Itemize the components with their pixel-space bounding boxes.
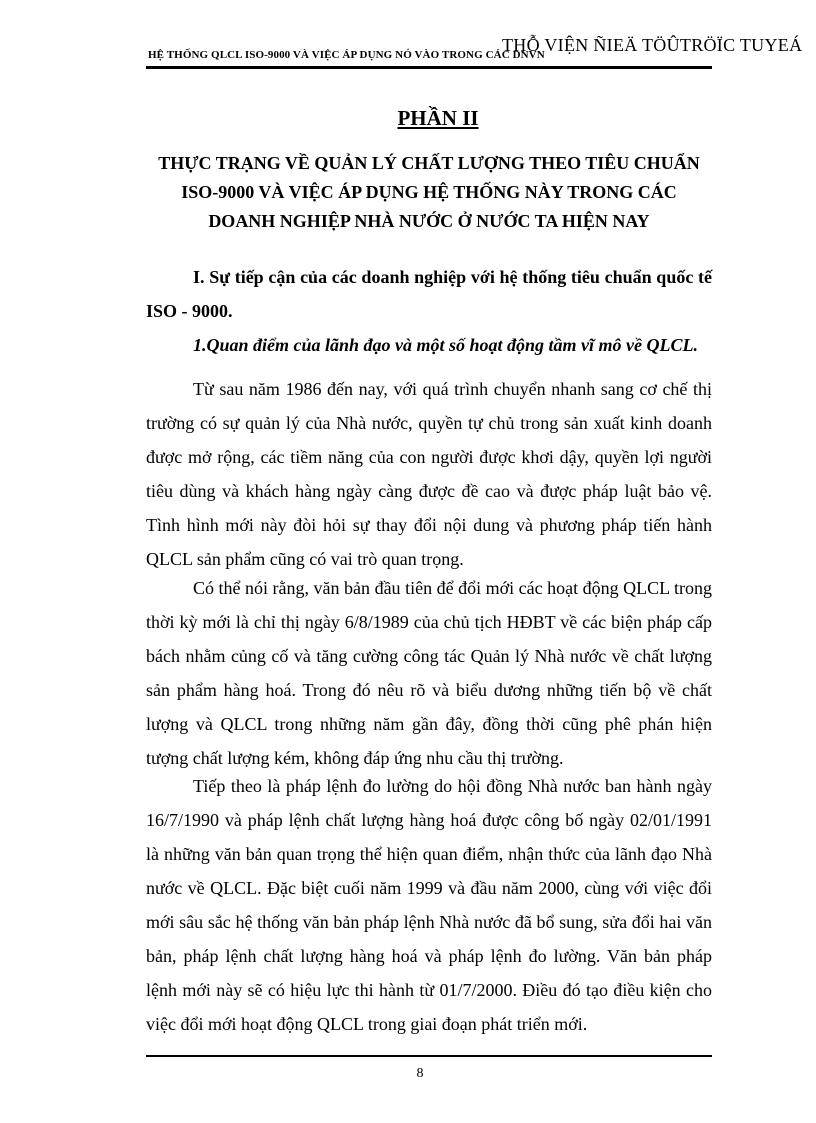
chapter-title-line: ISO-9000 VÀ VIỆC ÁP DỤNG HỆ THỐNG NÀY TRONG CÁC: [181, 182, 677, 202]
body-paragraph: Tiếp theo là pháp lệnh đo lường do hội đồng Nhà nước ban hành ngày 16/7/1990 và pháp lệnh chất lượng hàng hoá được công bố ngày 02/01/1991 là những văn bản quan trọng thể hiện quan điểm, nhận thức của lãnh đạo Nhà nước về QLCL. Đặc biệt cuối năm 1999 và đầu năm 2000, cùng với việc đổi mới sâu sắc hệ thống văn bản pháp lệnh Nhà nước đã bổ sung, sửa đổi hai văn bản, pháp lệnh chất lượng hàng hoá và pháp lệnh đo lường. Văn bản pháp lệnh mới này sẽ có hiệu lực thi hành từ 01/7/2000. Điều đó tạo điều kiện cho việc đổi mới hoạt động QLCL trong giai đoạn phát triển mới.: [146, 776, 712, 1034]
part-title: PHẦN II: [397, 106, 479, 130]
chapter-title-line: DOANH NGHIỆP NHÀ NƯỚC Ở NƯỚC TA HIỆN NAY: [208, 211, 650, 231]
library-watermark: THỖ VIỆN ÑIEÄ TÖÛTRÖÏC TUYEÁ: [502, 35, 803, 55]
body-paragraph: Từ sau năm 1986 đến nay, với quá trình chuyển nhanh sang cơ chế thị trường có sự quản lý của Nhà nước, quyền tự chủ trong sản xuất kinh doanh được mở rộng, các tiềm năng của con người được khơi dậy, quyền lợi người tiêu dùng và khách hàng ngày càng được đề cao và được pháp luật bảo vệ. Tình hình mới này đòi hỏi sự thay đổi nội dung và phương pháp tiến hành QLCL sản phẩm cũng có vai trò quan trọng.: [146, 379, 712, 569]
section-heading: I. Sự tiếp cận của các doanh nghiệp với hệ thống tiêu chuẩn quốc tế ISO - 9000.: [146, 267, 712, 321]
footer-divider: [146, 1055, 712, 1057]
chapter-title-line: THỰC TRẠNG VỀ QUẢN LÝ CHẤT LƯỢNG THEO TIÊU CHUẨN: [158, 153, 700, 173]
chapter-title: [146, 149, 712, 236]
body-paragraph: Có thể nói rằng, văn bản đầu tiên để đổi mới các hoạt động QLCL trong thời kỳ mới là chỉ thị ngày 6/8/1989 của chủ tịch HĐBT về các biện pháp cấp bách nhằm củng cố và tăng cường công tác Quản lý Nhà nước về chất lượng sản phẩm hàng hoá. Trong đó nêu rõ và biểu dương những tiến bộ về chất lượng và QLCL trong những năm gần đây, đồng thời cũng phê phán hiện tượng chất lượng kém, không đáp ứng nhu cầu thị trường.: [146, 578, 712, 768]
header-divider: [146, 66, 712, 69]
page-number: 8: [416, 1066, 424, 1081]
running-header-title: HỆ THỐNG QLCL ISO-9000 VÀ VIỆC ÁP DỤNG NÓ VÀO TRONG CÁC DNVN: [148, 49, 545, 61]
sub-heading: 1.Quan điểm của lãnh đạo và một số hoạt động tầm vĩ mô về QLCL.: [193, 335, 699, 355]
